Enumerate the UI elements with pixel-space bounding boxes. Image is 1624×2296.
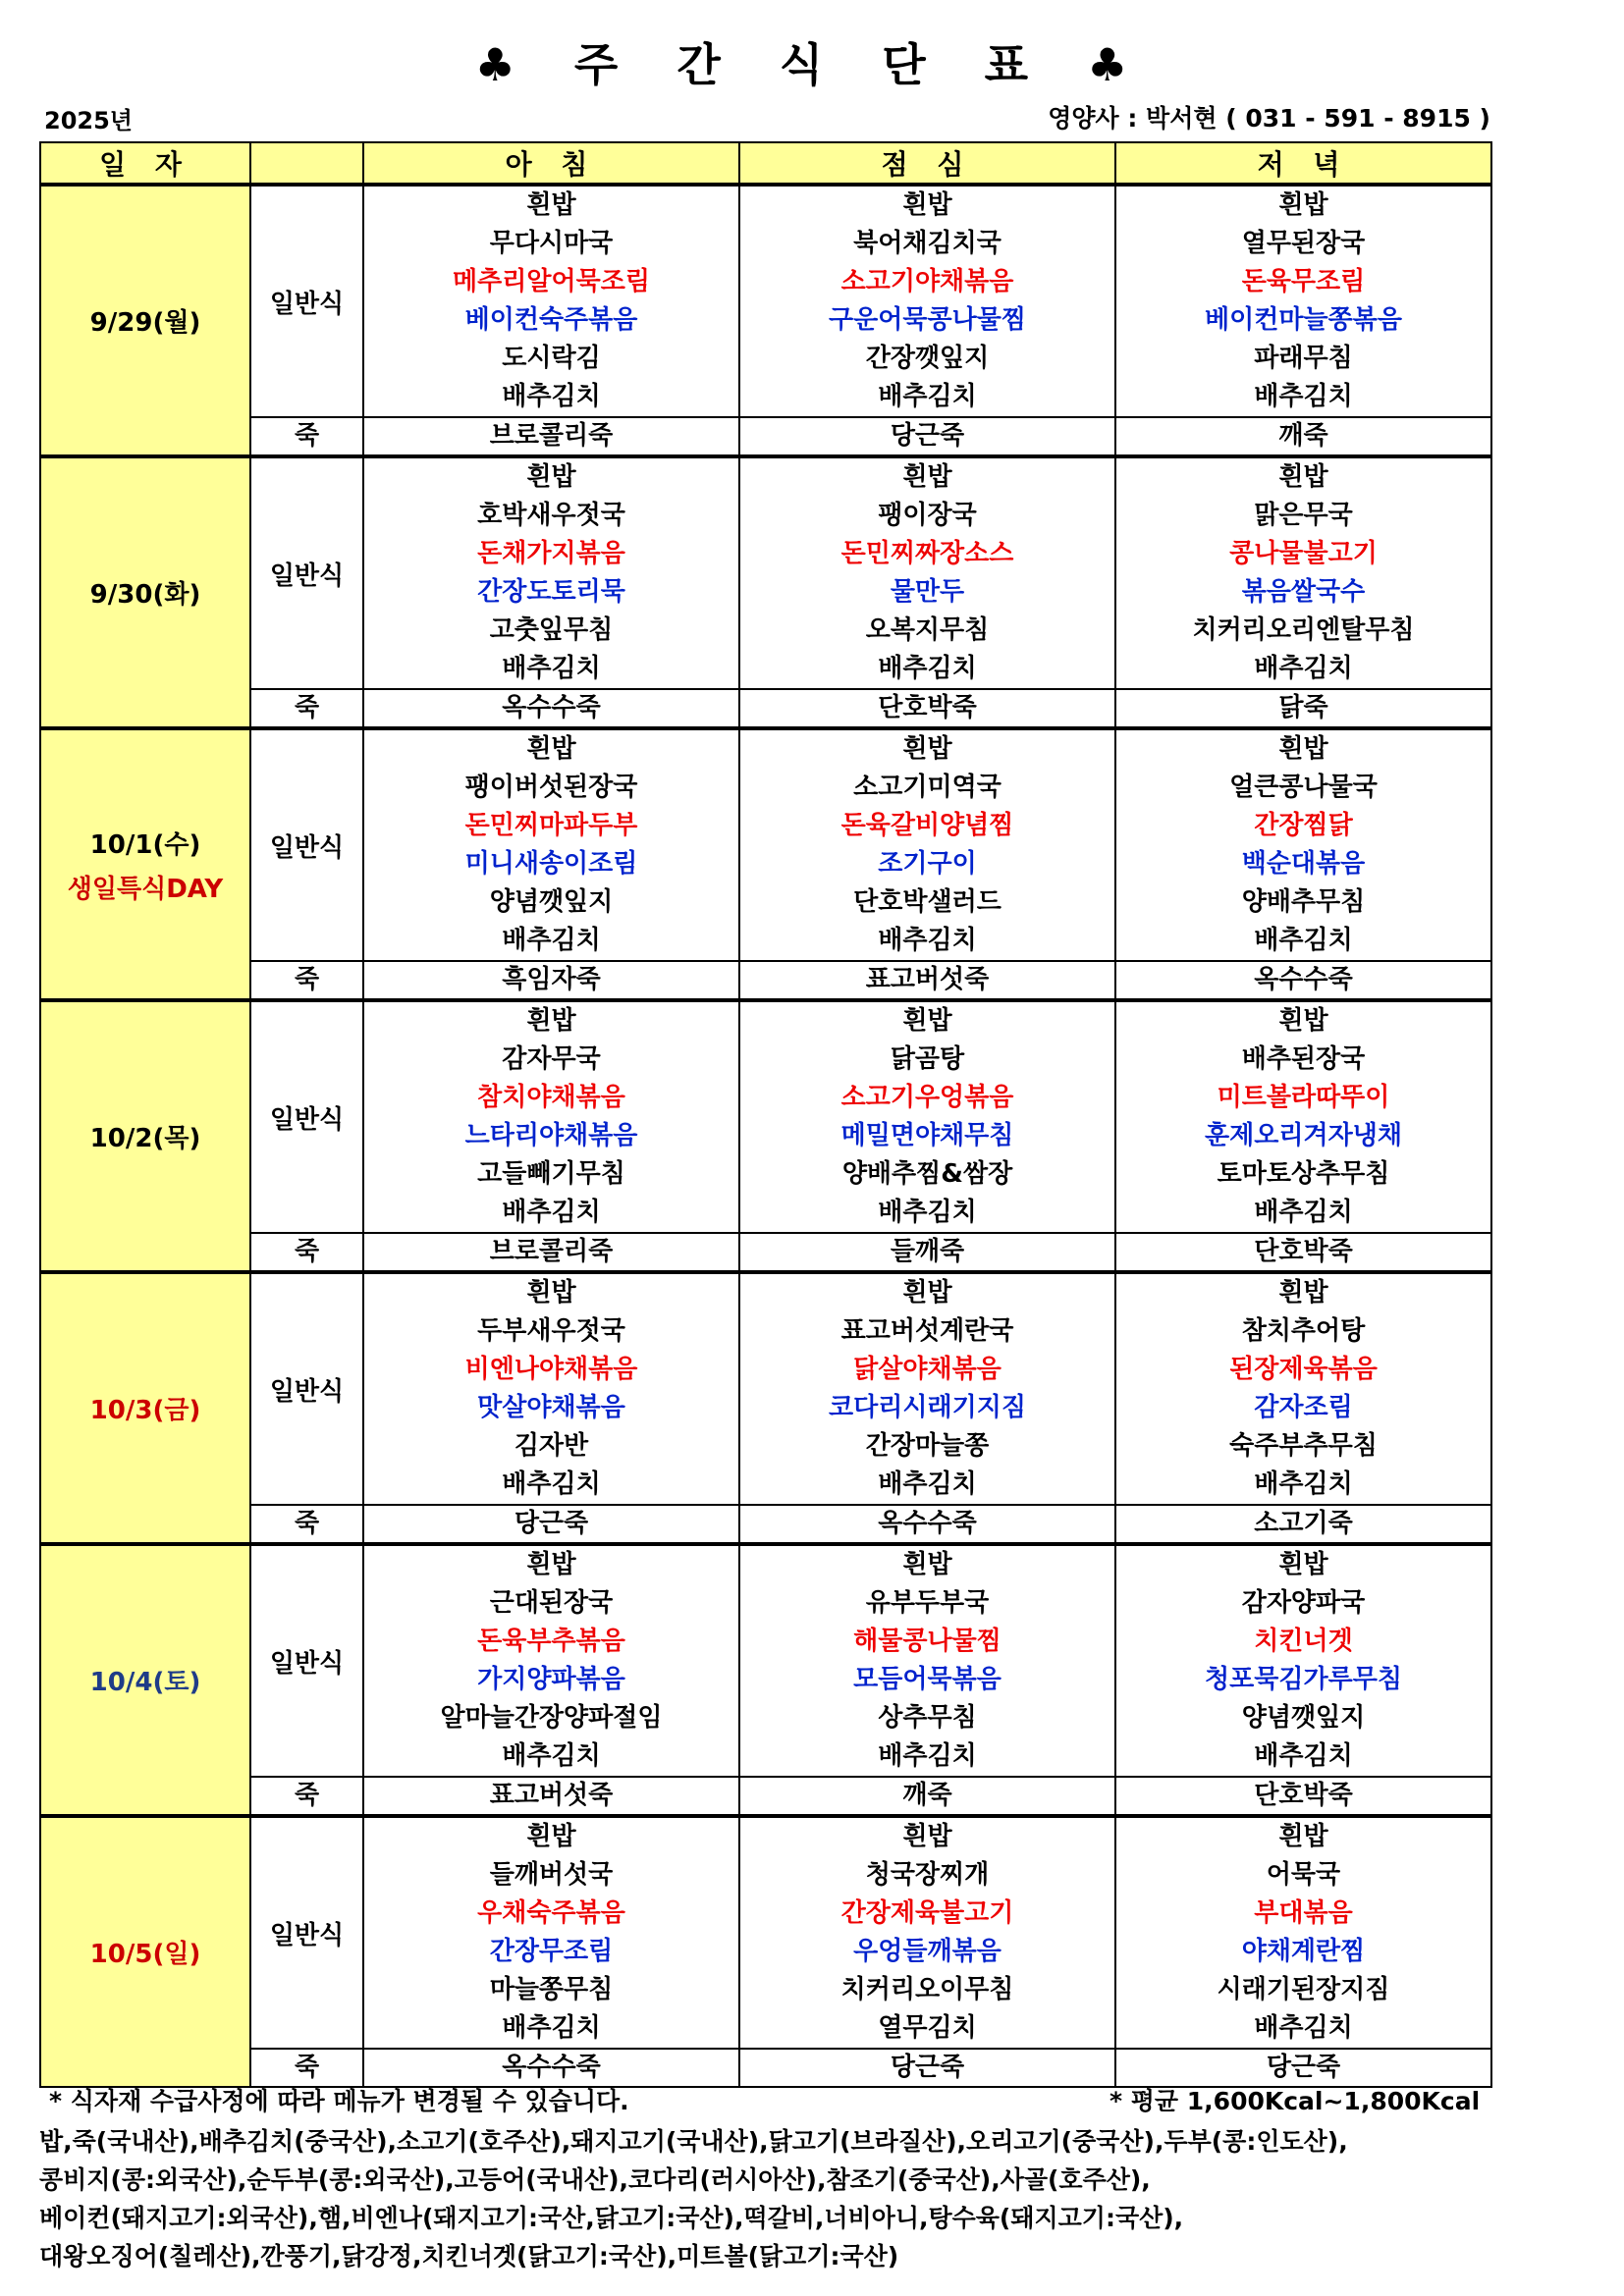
menu-item: 해물콩나물찜 <box>853 1627 1001 1656</box>
menu-item: 청국장찌개 <box>865 1860 990 1890</box>
menu-item: 조기구이 <box>878 849 977 879</box>
menu-item: 느타리야채볶음 <box>464 1121 638 1150</box>
origin-line: 베이컨(돼지고기:외국산),햄,비엔나(돼지고기:국산,닭고기:국산),떡갈비,너비아니,탕수육(돼지고기:국산), <box>39 2204 1184 2232</box>
menu-item: 양배추찜&쌈장 <box>841 1159 1013 1189</box>
menu-item: 된장제육볶음 <box>1229 1355 1378 1384</box>
porridge-item: 브로콜리죽 <box>363 417 739 456</box>
day-date: 9/29(월) <box>89 308 201 338</box>
menu-item: 감자무국 <box>502 1044 601 1074</box>
calorie-note: * 평균 1,600Kcal~1,800Kcal <box>1110 2087 1481 2115</box>
dinner-menu-cell <box>1115 1544 1491 1777</box>
porridge-item: 당근죽 <box>363 1505 739 1544</box>
porridge-item: 소고기죽 <box>1115 1505 1491 1544</box>
day-date-cell <box>40 185 250 456</box>
menu-item: 어묵국 <box>1266 1860 1341 1890</box>
year-label: 2025년 <box>44 107 133 134</box>
origin-line: 콩비지(콩:외국산),순두부(콩:외국산),고등어(국내산),코다리(러시아산),참조기(중국산),사골(호주산), <box>39 2165 1151 2194</box>
menu-item: 흰밥 <box>1278 1822 1328 1851</box>
menu-item: 청포묵김가루무침 <box>1205 1665 1402 1694</box>
menu-item: 흰밥 <box>902 1550 952 1579</box>
day-date: 10/4(토) <box>89 1668 201 1697</box>
day-date-cell <box>40 1272 250 1544</box>
menu-item: 흰밥 <box>526 734 576 764</box>
meal-type-cell: 일반식 <box>250 456 363 689</box>
menu-item: 배추김치 <box>878 1741 977 1771</box>
menu-item: 열무김치 <box>878 2013 977 2043</box>
porridge-row <box>40 689 1491 728</box>
menu-item: 양념깻잎지 <box>489 887 614 917</box>
lunch-menu-cell <box>739 1000 1115 1233</box>
menu-item: 배추김치 <box>878 1198 977 1227</box>
menu-item: 무다시마국 <box>489 229 614 258</box>
porridge-item: 옥수수죽 <box>739 1505 1115 1544</box>
breakfast-menu-cell <box>363 1544 739 1777</box>
porridge-item: 깨죽 <box>739 1777 1115 1816</box>
menu-item: 치커리오이무침 <box>840 1975 1014 2004</box>
porridge-item: 표고버섯죽 <box>363 1777 739 1816</box>
menu-item: 시래기된장지짐 <box>1217 1975 1390 2004</box>
day-date-cell <box>40 1816 250 2087</box>
menu-item: 돈민찌짜장소스 <box>840 539 1014 568</box>
menu-item: 참치야채볶음 <box>477 1083 625 1112</box>
menu-item: 배추김치 <box>502 1469 601 1499</box>
menu-item: 팽이장국 <box>878 501 977 530</box>
menu-item: 북어채김치국 <box>853 229 1001 258</box>
menu-item: 김자반 <box>514 1431 589 1461</box>
porridge-item: 표고버섯죽 <box>739 961 1115 1000</box>
porridge-item: 단호박죽 <box>1115 1777 1491 1816</box>
menu-item: 소고기야채볶음 <box>840 267 1014 296</box>
menu-item: 배추김치 <box>878 926 977 955</box>
menu-item: 유부두부국 <box>865 1588 990 1618</box>
menu-item: 고들빼기무침 <box>477 1159 625 1189</box>
dinner-menu-cell <box>1115 1000 1491 1233</box>
menu-item: 감자조림 <box>1254 1393 1353 1422</box>
menu-item: 가지양파볶음 <box>477 1665 625 1694</box>
menu-item: 모듬어묵볶음 <box>853 1665 1001 1694</box>
menu-item: 흰밥 <box>526 1550 576 1579</box>
breakfast-menu-cell <box>363 1272 739 1505</box>
menu-item: 배추김치 <box>1254 654 1353 683</box>
day-date: 10/1(수) <box>89 829 201 860</box>
day-date: 10/3(금) <box>89 1396 201 1425</box>
lunch-menu-cell <box>739 1816 1115 2049</box>
change-notice: * 식자재 수급사정에 따라 메뉴가 변경될 수 있습니다. <box>49 2087 629 2115</box>
menu-item: 야채계란찜 <box>1241 1937 1366 1966</box>
menu-item: 흰밥 <box>1278 1278 1328 1308</box>
day-date: 9/30(화) <box>89 580 201 610</box>
origin-line: 밥,죽(국내산),배추김치(중국산),소고기(호주산),돼지고기(국내산),닭고기(브라질산),오리고기(중국산),두부(콩:인도산), <box>39 2127 1348 2156</box>
weekly-menu-table <box>39 141 1492 2088</box>
porridge-item: 깨죽 <box>1115 417 1491 456</box>
menu-item: 흰밥 <box>902 1822 952 1851</box>
menu-item: 흰밥 <box>1278 190 1328 220</box>
day-row <box>40 1272 1491 1505</box>
porridge-row <box>40 417 1491 456</box>
day-date: 10/5(일) <box>89 1940 201 1969</box>
menu-item: 코다리시래기지짐 <box>829 1393 1026 1422</box>
menu-item: 미트볼라따뚜이 <box>1217 1083 1390 1112</box>
menu-item: 간장도토리묵 <box>477 577 625 607</box>
menu-item: 열무된장국 <box>1241 229 1366 258</box>
menu-item: 오복지무침 <box>865 615 990 645</box>
menu-item: 돈채가지볶음 <box>477 539 625 568</box>
menu-item: 배추김치 <box>878 382 977 411</box>
menu-item: 배추김치 <box>1254 926 1353 955</box>
dinner-menu-cell <box>1115 1272 1491 1505</box>
col-header-lunch: 점 심 <box>739 142 1115 185</box>
porridge-item: 옥수수죽 <box>1115 961 1491 1000</box>
porridge-label: 죽 <box>250 689 363 728</box>
menu-item: 얼큰콩나물국 <box>1229 773 1378 802</box>
menu-item: 숙주부추무침 <box>1229 1431 1378 1461</box>
menu-item: 흰밥 <box>1278 1006 1328 1036</box>
menu-item: 소고기미역국 <box>853 773 1001 802</box>
meal-type-cell: 일반식 <box>250 1000 363 1233</box>
menu-item: 근대된장국 <box>489 1588 614 1618</box>
menu-item: 훈제오리겨자냉채 <box>1205 1121 1402 1150</box>
menu-item: 베이컨마늘쫑볶음 <box>1205 305 1402 335</box>
porridge-label: 죽 <box>250 1777 363 1816</box>
menu-item: 미니새송이조림 <box>464 849 638 879</box>
origin-line: 대왕오징어(칠레산),깐풍기,닭강정,치킨너겟(닭고기:국산),미트볼(닭고기:국산) <box>39 2242 899 2270</box>
porridge-item: 흑임자죽 <box>363 961 739 1000</box>
menu-item: 상추무침 <box>878 1703 977 1733</box>
menu-item: 메밀면야채무침 <box>840 1121 1014 1150</box>
menu-item: 맛살야채볶음 <box>477 1393 625 1422</box>
header-row <box>40 142 1491 185</box>
menu-item: 들깨버섯국 <box>489 1860 614 1890</box>
menu-item: 메추리알어묵조림 <box>453 267 650 296</box>
menu-item: 배추김치 <box>1254 2013 1353 2043</box>
menu-item: 흰밥 <box>526 1006 576 1036</box>
menu-item: 흰밥 <box>1278 1550 1328 1579</box>
menu-item: 단호박샐러드 <box>853 887 1001 917</box>
porridge-row <box>40 1777 1491 1816</box>
lunch-menu-cell <box>739 1272 1115 1505</box>
meal-type-cell: 일반식 <box>250 1272 363 1505</box>
menu-item: 맑은무국 <box>1254 501 1353 530</box>
menu-item: 구운어묵콩나물찜 <box>829 305 1026 335</box>
menu-item: 흰밥 <box>526 462 576 492</box>
menu-item: 감자양파국 <box>1241 1588 1366 1618</box>
menu-item: 치킨너겟 <box>1254 1627 1353 1656</box>
day-row <box>40 456 1491 689</box>
day-date-cell <box>40 1544 250 1816</box>
breakfast-menu-cell <box>363 456 739 689</box>
menu-item: 흰밥 <box>902 1006 952 1036</box>
porridge-item: 당근죽 <box>739 417 1115 456</box>
menu-item: 돈육갈비양념찜 <box>840 811 1014 840</box>
lunch-menu-cell <box>739 456 1115 689</box>
menu-item: 흰밥 <box>526 1278 576 1308</box>
porridge-item: 닭죽 <box>1115 689 1491 728</box>
menu-item: 우채숙주볶음 <box>477 1898 625 1928</box>
menu-item: 배추김치 <box>502 1198 601 1227</box>
menu-item: 닭살야채볶음 <box>853 1355 1001 1384</box>
menu-item: 배추김치 <box>878 654 977 683</box>
dinner-menu-cell <box>1115 456 1491 689</box>
breakfast-menu-cell <box>363 728 739 961</box>
menu-item: 표고버섯계란국 <box>840 1316 1014 1346</box>
page-title: ♣ 주 간 식 단 표 ♣ <box>474 38 1150 91</box>
menu-item: 우엉들깨볶음 <box>853 1937 1001 1966</box>
menu-item: 배추김치 <box>1254 1198 1353 1227</box>
menu-item: 팽이버섯된장국 <box>464 773 638 802</box>
porridge-label: 죽 <box>250 1233 363 1272</box>
porridge-label: 죽 <box>250 2049 363 2087</box>
menu-item: 배추김치 <box>502 926 601 955</box>
menu-item: 돈육부추볶음 <box>477 1627 625 1656</box>
lunch-menu-cell <box>739 728 1115 961</box>
menu-item: 배추김치 <box>502 382 601 411</box>
porridge-item: 브로콜리죽 <box>363 1233 739 1272</box>
porridge-item: 단호박죽 <box>739 689 1115 728</box>
menu-item: 흰밥 <box>1278 734 1328 764</box>
menu-item: 돈육무조림 <box>1241 267 1366 296</box>
menu-item: 배추김치 <box>502 1741 601 1771</box>
porridge-row <box>40 1233 1491 1272</box>
menu-item: 간장마늘쫑 <box>865 1431 990 1461</box>
dietitian-contact: 영양사 : 박서현 ( 031 - 591 - 8915 ) <box>1048 104 1490 133</box>
menu-item: 배추김치 <box>1254 382 1353 411</box>
menu-item: 도시락김 <box>502 344 601 373</box>
porridge-item: 옥수수죽 <box>363 2049 739 2087</box>
dinner-menu-cell <box>1115 185 1491 417</box>
menu-item: 흰밥 <box>1278 462 1328 492</box>
menu-item: 콩나물불고기 <box>1229 539 1378 568</box>
menu-item: 간장찜닭 <box>1254 811 1353 840</box>
menu-item: 소고기우엉볶음 <box>840 1083 1014 1112</box>
porridge-label: 죽 <box>250 961 363 1000</box>
dinner-menu-cell <box>1115 1816 1491 2049</box>
menu-item: 마늘쫑무침 <box>489 1975 614 2004</box>
lunch-menu-cell <box>739 1544 1115 1777</box>
menu-item: 호박새우젓국 <box>477 501 625 530</box>
meal-type-cell: 일반식 <box>250 185 363 417</box>
day-row <box>40 1000 1491 1233</box>
menu-item: 베이컨숙주볶음 <box>464 305 638 335</box>
menu-item: 돈민찌마파두부 <box>464 811 638 840</box>
menu-item: 비엔나야채볶음 <box>464 1355 638 1384</box>
menu-item: 흰밥 <box>526 1822 576 1851</box>
porridge-item: 들깨죽 <box>739 1233 1115 1272</box>
dinner-menu-cell <box>1115 728 1491 961</box>
day-row <box>40 1544 1491 1777</box>
breakfast-menu-cell <box>363 185 739 417</box>
breakfast-menu-cell <box>363 1000 739 1233</box>
menu-item: 흰밥 <box>902 1278 952 1308</box>
menu-item: 볶음쌀국수 <box>1241 577 1366 607</box>
menu-item: 흰밥 <box>902 190 952 220</box>
menu-item: 알마늘간장양파절임 <box>440 1703 663 1733</box>
porridge-item: 단호박죽 <box>1115 1233 1491 1272</box>
menu-item: 두부새우젓국 <box>477 1316 625 1346</box>
lunch-menu-cell <box>739 185 1115 417</box>
menu-item: 간장깻잎지 <box>865 344 990 373</box>
day-date-cell <box>40 456 250 728</box>
menu-item: 간장무조림 <box>489 1937 614 1966</box>
menu-item: 닭곰탕 <box>890 1044 965 1074</box>
day-special-label: 생일특식DAY <box>67 874 224 904</box>
menu-item: 간장제육불고기 <box>840 1898 1014 1928</box>
menu-item: 배추김치 <box>1254 1469 1353 1499</box>
menu-item: 파래무침 <box>1254 344 1353 373</box>
menu-item: 백순대볶음 <box>1241 849 1366 879</box>
menu-item: 토마토상추무침 <box>1217 1159 1390 1189</box>
porridge-row <box>40 961 1491 1000</box>
menu-item: 양배추무침 <box>1241 887 1366 917</box>
day-row <box>40 728 1491 961</box>
porridge-row <box>40 1505 1491 1544</box>
day-date-cell <box>40 1000 250 1272</box>
porridge-label: 죽 <box>250 1505 363 1544</box>
menu-item: 양념깻잎지 <box>1241 1703 1366 1733</box>
menu-item: 흰밥 <box>902 462 952 492</box>
day-row <box>40 185 1491 417</box>
menu-item: 흰밥 <box>902 734 952 764</box>
porridge-item: 당근죽 <box>739 2049 1115 2087</box>
col-header-date: 일 자 <box>40 142 250 185</box>
menu-item: 배추된장국 <box>1241 1044 1366 1074</box>
col-header-type <box>250 142 363 185</box>
porridge-item: 당근죽 <box>1115 2049 1491 2087</box>
meal-type-cell: 일반식 <box>250 1544 363 1777</box>
meal-type-cell: 일반식 <box>250 1816 363 2049</box>
meal-type-cell: 일반식 <box>250 728 363 961</box>
menu-item: 참치추어탕 <box>1241 1316 1366 1346</box>
day-date-cell <box>40 728 250 1000</box>
col-header-breakfast: 아 침 <box>363 142 739 185</box>
menu-item: 배추김치 <box>1254 1741 1353 1771</box>
menu-item: 부대볶음 <box>1254 1898 1353 1928</box>
porridge-label: 죽 <box>250 417 363 456</box>
menu-item: 치커리오리엔탈무침 <box>1192 615 1415 645</box>
menu-item: 배추김치 <box>502 2013 601 2043</box>
menu-item: 배추김치 <box>502 654 601 683</box>
menu-item: 고춧잎무침 <box>489 615 614 645</box>
day-date: 10/2(목) <box>89 1124 201 1153</box>
col-header-dinner: 저 녁 <box>1115 142 1491 185</box>
menu-item: 물만두 <box>890 577 965 607</box>
porridge-item: 옥수수죽 <box>363 689 739 728</box>
breakfast-menu-cell <box>363 1816 739 2049</box>
day-row <box>40 1816 1491 2049</box>
menu-item: 흰밥 <box>526 190 576 220</box>
menu-item: 배추김치 <box>878 1469 977 1499</box>
